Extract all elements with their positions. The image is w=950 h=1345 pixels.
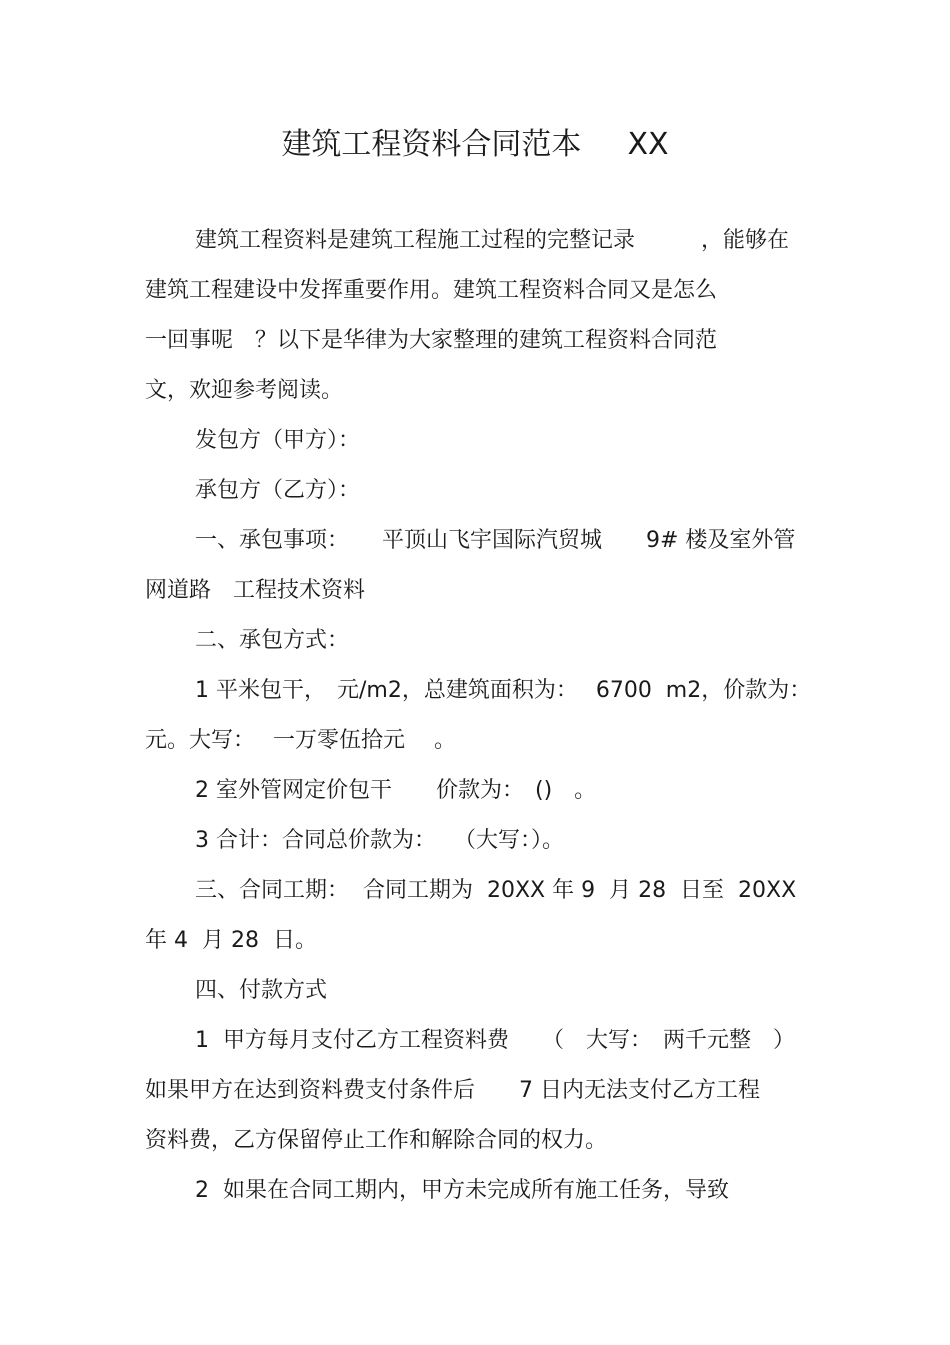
paragraph-line: 网道路 工程技术资料 <box>145 578 366 603</box>
paragraph-line: 2 室外管网定价包干 价款为： () 。 <box>195 778 597 803</box>
paragraph-line: 一回事呢 ？以下是华律为大家整理的建筑工程资料合同范 <box>145 328 718 353</box>
paragraph-line: 元。大写： 一万零伍拾元 。 <box>145 728 456 753</box>
paragraph-line: 如果甲方在达到资料费支付条件后 7 日内无法支付乙方工程 <box>145 1078 760 1103</box>
title-main: 建筑工程资料合同范本 <box>281 127 582 162</box>
paragraph-line: 2 如果在合同工期内，甲方未完成所有施工任务，导致 <box>195 1178 729 1203</box>
paragraph-line: 建筑工程建设中发挥重要作用。建筑工程资料合同又是怎么 <box>145 278 718 303</box>
document-title <box>0 127 950 163</box>
paragraph-line: 建筑工程资料是建筑工程施工过程的完整记录 ，能够在 <box>195 228 790 253</box>
paragraph-line: 发包方（甲方）： <box>195 428 361 453</box>
paragraph-line: 1 平米包干， 元/m2，总建筑面积为： 6700 m2，价款为： <box>195 678 812 703</box>
paragraph-line: 承包方（乙方）： <box>195 478 361 503</box>
paragraph-line: 三、合同工期： 合同工期为 20XX 年 9 月 28 日至 20XX <box>195 878 797 903</box>
paragraph-line: 年 4 月 28 日。 <box>145 928 317 953</box>
paragraph-line: 资料费，乙方保留停止工作和解除合同的权力。 <box>145 1128 608 1153</box>
paragraph-line: 四、付款方式 <box>195 978 328 1003</box>
title-suffix: XX <box>627 127 669 162</box>
paragraph-line: 一、承包事项： 平顶山飞宇国际汽贸城 9# 楼及室外管 <box>195 528 796 553</box>
paragraph-line: 二、承包方式： <box>195 628 350 653</box>
paragraph-line: 1 甲方每月支付乙方工程资料费 （ 大写： 两千元整 ） <box>195 1028 795 1053</box>
paragraph-line: 文，欢迎参考阅读。 <box>145 378 344 403</box>
paragraph-line: 3 合计：合同总价款为： （大写：）。 <box>195 828 564 853</box>
